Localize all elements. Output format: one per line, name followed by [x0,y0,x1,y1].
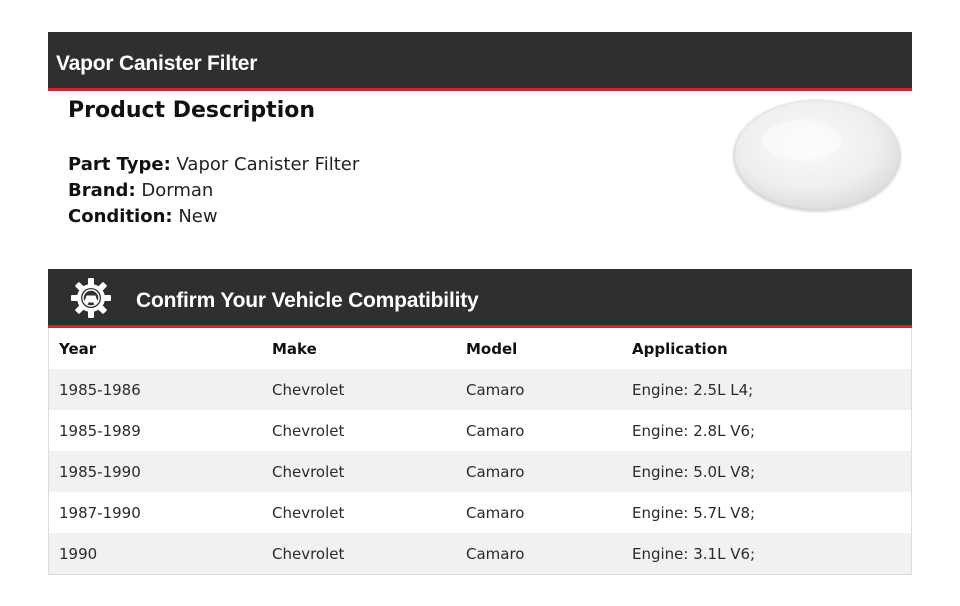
column-header-model: Model [466,339,518,358]
spec-key: Part Type: [68,154,171,175]
table-row [49,369,911,410]
cell-year: 1985-1989 [59,421,141,440]
spec-key: Brand: [68,180,136,201]
cell-model: Camaro [466,462,525,481]
cell-make: Chevrolet [272,544,345,563]
column-header-make: Make [272,339,317,358]
cell-year: 1985-1990 [59,462,141,481]
cell-application: Engine: 5.7L V8; [632,503,756,522]
column-header-year: Year [59,339,97,358]
cell-model: Camaro [466,544,525,563]
table-row [49,492,911,533]
spec-value: New [178,206,218,227]
description-heading: Product Description [68,98,316,123]
product-title-bar [48,32,912,91]
cell-make: Chevrolet [272,380,345,399]
compatibility-title: Confirm Your Vehicle Compatibility [136,289,479,312]
cell-year: 1990 [59,544,98,563]
cell-application: Engine: 2.5L L4; [632,380,754,399]
product-image [732,98,902,214]
cell-model: Camaro [466,503,525,522]
compatibility-table [48,328,912,575]
gear-car-icon [70,277,112,319]
spec-list [68,152,359,230]
spec-part-type [68,152,359,178]
table-row [49,451,911,492]
cell-application: Engine: 5.0L V8; [632,462,756,481]
spec-brand [68,178,359,204]
table-row [49,533,911,574]
cell-make: Chevrolet [272,462,345,481]
table-header-row [49,328,911,369]
spec-condition [68,204,359,230]
spec-value: Dorman [141,180,214,201]
cell-year: 1985-1986 [59,380,141,399]
cell-model: Camaro [466,421,525,440]
column-header-application: Application [632,339,728,358]
cell-make: Chevrolet [272,421,345,440]
spec-key: Condition: [68,206,173,227]
compatibility-bar [48,269,912,328]
cell-model: Camaro [466,380,525,399]
table-row [49,410,911,451]
cell-make: Chevrolet [272,503,345,522]
cell-application: Engine: 2.8L V6; [632,421,756,440]
spec-value: Vapor Canister Filter [176,154,360,175]
cell-application: Engine: 3.1L V6; [632,544,756,563]
product-title: Vapor Canister Filter [56,52,258,75]
cell-year: 1987-1990 [59,503,141,522]
